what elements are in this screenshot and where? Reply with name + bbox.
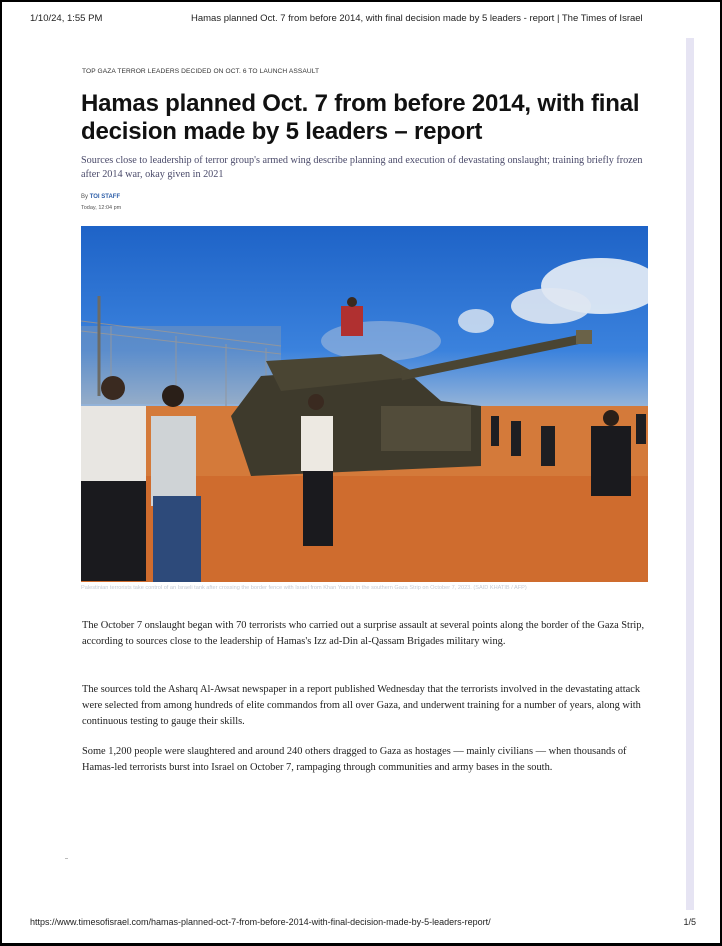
scrollbar[interactable] [686,38,694,910]
print-page-number: 1/5 [683,917,696,927]
article-subhead: Sources close to leadership of terror group's armed wing describe planning and execution of devastating onslaught; training briefly frozen after 2014 war, okay given in 2021 [81,155,643,180]
print-page-title: Hamas planned Oct. 7 from before 2014, with final decision made by 5 leaders - report | The Times of Israel [191,13,643,24]
article-paragraph-2: The sources told the Asharq Al-Awsat newspaper in a report published Wednesday that the terrorists involved in the devastating attack were selected from among hundreds of elite commandos from all over Gaza, and underwent training for a number of years, along with continuous testing to gauge their skills. [82,684,641,727]
article-paragraph-1: The October 7 onslaught began with 70 terrorists who carried out a surprise assault at several points along the border of the Gaza Strip, according to sources close to the leadership of Hamas's Izz ad-Din al-Qassam Brigades military wing. [82,620,645,647]
print-datetime: 1/10/24, 1:55 PM [30,13,103,24]
publish-date: Today, 12:04 pm [81,205,122,211]
author-link[interactable]: TOI STAFF [89,194,121,200]
tank-photo-illustration [81,226,648,582]
print-url[interactable]: https://www.timesofisrael.com/hamas-planned-oct-7-from-before-2014-with-final-decision-made-by-5-leaders-report/ [30,917,491,927]
byline-prefix: By [81,194,89,200]
scan-artifact [65,858,68,859]
hero-image [81,226,648,582]
byline [81,194,120,200]
article-paragraph-3: Some 1,200 people were slaughtered and around 240 others dragged to Gaza as hostages — mainly civilians — when thousands of Hamas-led terrorists burst into Israel on October 7, rampaging through communities and army bases in the south. [82,746,627,773]
article-kicker[interactable]: TOP GAZA TERROR LEADERS DECIDED ON OCT. 6 TO LAUNCH ASSAULT [82,68,320,75]
article-headline: Hamas planned Oct. 7 from before 2014, with final decision made by 5 leaders – report [81,90,640,145]
image-caption: Palestinian terrorists take control of an Israeli tank after crossing the border fence with Israel from Khan Younis in the southern Gaza Strip on October 7, 2023. (SAID KHATIB / AFP) [81,585,527,591]
